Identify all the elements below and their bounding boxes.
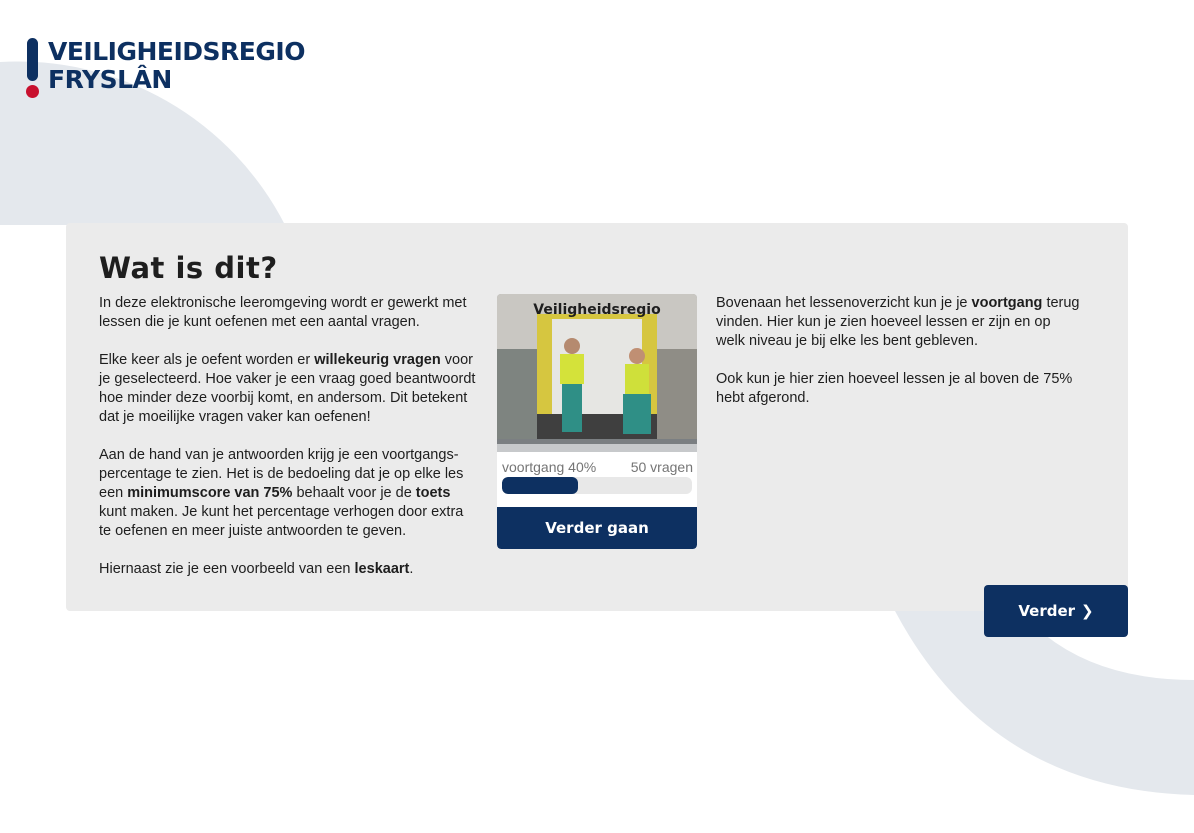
left-paragraph-3: Aan de hand van je antwoorden krijg je een voortgangs-percentage te zien. Het is de bedoeling dat je op elke les een minimumscore van 75% behaalt voor je de toets kunt maken. Je kunt het percentage verhogen door extra te oefenen en meer juiste antwoorden te geven. [99,447,464,539]
left-paragraph-4: Hiernaast zie je een voorbeeld van een leskaart. [99,561,414,577]
progress-bar [502,477,692,494]
logo-line-1: VEILIGHEIDSREGIO [48,37,305,66]
left-column [99,294,479,598]
page-title: Wat is dit? [99,251,278,285]
right-column [716,294,1081,427]
continue-lesson-button[interactable]: Verder gaan [497,507,697,549]
progress-label: voortgang 40% [502,459,597,475]
example-lesson-card [497,294,697,549]
right-paragraph-1: Bovenaan het lessenoverzicht kun je je voortgang terug vinden. Hier kun je zien hoeveel lessen er zijn en op welk niveau je bij elke les bent gebleven. [716,295,1080,349]
logo-exclamation-icon [26,38,38,98]
logo [26,38,305,98]
chevron-right-icon: ❯ [1081,601,1094,620]
next-button-label: Verder [1018,602,1076,620]
questions-count: 50 vragen [630,459,693,475]
lesson-card-title: Veiligheidsregio [533,302,661,318]
right-paragraph-2: Ook kun je hier zien hoeveel lessen je al boven de 75% hebt afgerond. [716,371,1073,406]
left-paragraph-2: Elke keer als je oefent worden er willekeurig vragen voor je geselecteerd. Hoe vaker je een vraag goed beantwoordt hoe minder deze voorbij komt, en andersom. Dit betekent dat je moeilijke vragen vaker kan oefenen! [99,352,476,425]
lesson-card-meta [502,459,693,477]
info-card [66,223,1128,611]
left-paragraph-1: In deze elektronische leeromgeving wordt er gewerkt met lessen die je kunt oefenen met een aantal vragen. [99,295,467,330]
logo-line-2: FRYSLÂN [48,65,172,94]
progress-bar-fill [502,477,578,494]
next-button[interactable] [984,585,1128,637]
